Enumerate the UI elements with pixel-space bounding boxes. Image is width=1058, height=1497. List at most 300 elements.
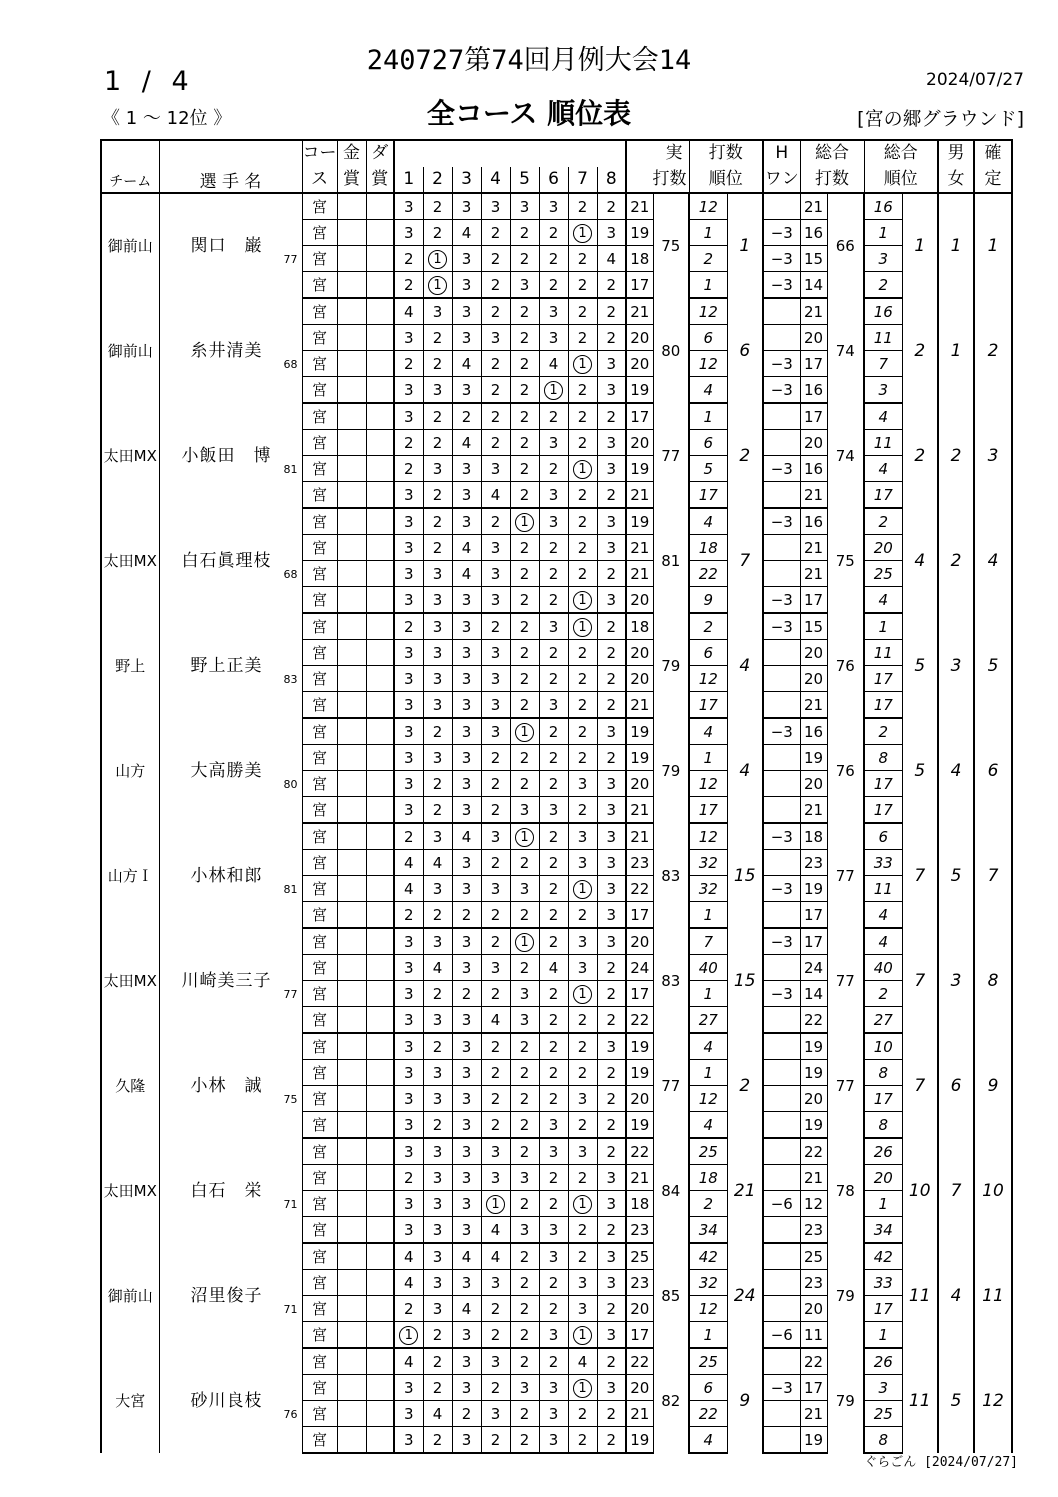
stroke-rank: 9 [727, 1348, 763, 1453]
player-age: 71 [283, 1198, 298, 1211]
gold-award-cell [337, 430, 366, 456]
table-row [101, 403, 1012, 430]
hole-score: 2 [481, 902, 510, 929]
hole-score: 3 [452, 928, 481, 955]
round-net-rank: 10 [864, 1033, 902, 1060]
hole-score: 3 [423, 1007, 452, 1034]
hole-score [568, 613, 597, 640]
hole-score: 3 [423, 745, 452, 771]
round-net-rank: 27 [864, 1007, 902, 1034]
gold-award-cell [337, 876, 366, 902]
final-rank: 11 [974, 1243, 1012, 1348]
hole-score: 2 [539, 823, 568, 850]
round-strokes: 22 [626, 1138, 653, 1165]
hole-score [568, 351, 597, 377]
da-award-cell [366, 1296, 394, 1322]
hole-score: 3 [423, 1086, 452, 1112]
total-strokes: 83 [653, 823, 689, 928]
round-net: 14 [800, 272, 827, 299]
col-actual: 実 [626, 140, 689, 167]
hole-score: 2 [568, 1243, 597, 1270]
hole-score: 3 [597, 771, 626, 797]
hole-score: 2 [394, 351, 423, 377]
round-rank: 22 [689, 561, 727, 587]
round-net-rank: 4 [864, 403, 902, 430]
gender-rank: 7 [938, 1138, 974, 1243]
round-net-rank: 11 [864, 430, 902, 456]
hole-score: 3 [423, 666, 452, 692]
hole-score: 2 [539, 1348, 568, 1375]
course-cell: 宮 [302, 692, 337, 719]
course-cell: 宮 [302, 1401, 337, 1427]
player-age: 75 [283, 1093, 298, 1106]
round-strokes: 19 [626, 1060, 653, 1086]
hole-score: 2 [597, 1138, 626, 1165]
round-net: 17 [800, 587, 827, 614]
hole-score: 2 [481, 745, 510, 771]
hole-in-one-marker: 1 [573, 1326, 592, 1345]
total-strokes: 75 [653, 193, 689, 298]
round-rank: 1 [689, 745, 727, 771]
course-cell: 宮 [302, 193, 337, 220]
hole-score: 2 [452, 403, 481, 430]
hole-score: 2 [568, 1165, 597, 1191]
round-rank: 18 [689, 535, 727, 561]
hole-score: 3 [539, 1138, 568, 1165]
round-net-rank: 26 [864, 1348, 902, 1375]
round-strokes: 21 [626, 823, 653, 850]
round-net-rank: 6 [864, 823, 902, 850]
hole-score: 2 [481, 298, 510, 325]
round-net-rank: 20 [864, 535, 902, 561]
hole-score: 3 [597, 1322, 626, 1349]
hole-score: 2 [423, 1427, 452, 1454]
player-age: 77 [283, 253, 298, 266]
round-net: 21 [800, 482, 827, 509]
round-rank: 17 [689, 482, 727, 509]
hole-score: 4 [452, 561, 481, 587]
gold-award-cell [337, 1033, 366, 1060]
round-strokes: 20 [626, 771, 653, 797]
gender-rank: 4 [938, 1243, 974, 1348]
hole-in-one-adjust [763, 1086, 800, 1112]
hole-score: 2 [510, 1296, 539, 1322]
round-net-rank: 2 [864, 981, 902, 1007]
round-net: 20 [800, 1296, 827, 1322]
player-name: 川崎美三子 77 [159, 928, 302, 1033]
round-net: 14 [800, 981, 827, 1007]
round-rank: 1 [689, 1322, 727, 1349]
hole-score: 2 [539, 587, 568, 614]
hole-score: 3 [539, 508, 568, 535]
round-net-rank: 11 [864, 640, 902, 666]
col-netrank: 総合 [864, 140, 938, 167]
round-rank: 2 [689, 246, 727, 272]
hole-score: 3 [394, 1033, 423, 1060]
gold-award-cell [337, 823, 366, 850]
course-cell: 宮 [302, 928, 337, 955]
hole-score [568, 1375, 597, 1401]
hole-score: 2 [510, 1060, 539, 1086]
net-total: 76 [827, 613, 864, 718]
hole-in-one-adjust [763, 325, 800, 351]
round-net-rank: 17 [864, 797, 902, 824]
course-cell: 宮 [302, 823, 337, 850]
round-rank: 25 [689, 1348, 727, 1375]
hole-score: 2 [539, 1165, 568, 1191]
gold-award-cell [337, 1243, 366, 1270]
round-rank: 12 [689, 771, 727, 797]
hole-score: 2 [423, 403, 452, 430]
hole-score: 2 [423, 535, 452, 561]
hole-score: 3 [539, 797, 568, 824]
hole-score: 3 [394, 928, 423, 955]
gold-award-cell [337, 640, 366, 666]
hole-score: 3 [597, 535, 626, 561]
hole-in-one-adjust: −6 [763, 1191, 800, 1217]
da-award-cell [366, 745, 394, 771]
hole-score: 2 [481, 220, 510, 246]
hole-score: 2 [539, 1007, 568, 1034]
round-strokes: 19 [626, 745, 653, 771]
round-net-rank: 42 [864, 1243, 902, 1270]
round-net: 23 [800, 850, 827, 876]
hole-score: 3 [510, 1007, 539, 1034]
da-award-cell [366, 692, 394, 719]
player-age: 68 [283, 568, 298, 581]
round-rank: 34 [689, 1217, 727, 1244]
round-strokes: 21 [626, 535, 653, 561]
hole-score [423, 272, 452, 299]
hole-score: 2 [394, 1296, 423, 1322]
hole-score: 2 [568, 193, 597, 220]
round-strokes: 21 [626, 1165, 653, 1191]
hole-in-one-adjust: −3 [763, 508, 800, 535]
gold-award-cell [337, 1138, 366, 1165]
team-name: 久隆 [101, 1033, 159, 1138]
hole-score: 2 [597, 561, 626, 587]
hole-score: 3 [394, 640, 423, 666]
course-cell: 宮 [302, 1033, 337, 1060]
gold-award-cell [337, 1217, 366, 1244]
da-award-cell [366, 1217, 394, 1244]
hole-in-one-adjust [763, 1138, 800, 1165]
overall-rank: 11 [902, 1348, 938, 1453]
player-name: 砂川良枝 76 [159, 1348, 302, 1453]
da-award-cell [366, 1165, 394, 1191]
round-strokes: 17 [626, 1322, 653, 1349]
round-net-rank: 16 [864, 193, 902, 220]
round-strokes: 21 [626, 797, 653, 824]
gender-rank: 5 [938, 823, 974, 928]
round-rank: 2 [689, 613, 727, 640]
round-rank: 32 [689, 1270, 727, 1296]
hole-in-one-adjust [763, 298, 800, 325]
hole-score: 2 [423, 981, 452, 1007]
hole-score: 2 [481, 981, 510, 1007]
hole-score: 3 [452, 771, 481, 797]
hole-in-one-adjust [763, 561, 800, 587]
da-award-cell [366, 1033, 394, 1060]
hole-score: 2 [510, 1033, 539, 1060]
hole-in-one-adjust [763, 640, 800, 666]
net-total: 66 [827, 193, 864, 298]
player-name: 小林 誠 75 [159, 1033, 302, 1138]
hole-score: 3 [568, 955, 597, 981]
hole-score: 2 [539, 640, 568, 666]
gold-award-cell [337, 666, 366, 692]
hole-score: 2 [510, 351, 539, 377]
hole-score: 3 [423, 692, 452, 719]
round-strokes: 17 [626, 403, 653, 430]
hole-score: 3 [452, 508, 481, 535]
gold-award-cell [337, 928, 366, 955]
gold-award-cell [337, 535, 366, 561]
hole-score: 2 [539, 1296, 568, 1322]
hole-in-one-adjust [763, 1401, 800, 1427]
gold-award-cell [337, 272, 366, 299]
course-cell: 宮 [302, 325, 337, 351]
hole-score: 2 [539, 1191, 568, 1217]
player-name: 白石眞理枝 68 [159, 508, 302, 613]
round-strokes: 21 [626, 482, 653, 509]
round-net: 21 [800, 298, 827, 325]
hole-score: 3 [452, 1138, 481, 1165]
hole-score: 3 [394, 193, 423, 220]
hole-score: 2 [423, 771, 452, 797]
hole-score: 2 [452, 902, 481, 929]
hole-score: 3 [481, 692, 510, 719]
hole-score: 2 [539, 272, 568, 299]
gender-rank: 4 [938, 718, 974, 823]
final-rank: 10 [974, 1138, 1012, 1243]
hole-score: 3 [597, 1375, 626, 1401]
hole-score: 3 [510, 981, 539, 1007]
round-rank: 5 [689, 456, 727, 482]
hole-score: 3 [568, 1296, 597, 1322]
hole-score [481, 1191, 510, 1217]
gold-award-cell [337, 955, 366, 981]
round-net-rank: 17 [864, 666, 902, 692]
round-net: 19 [800, 1033, 827, 1060]
round-net: 21 [800, 797, 827, 824]
hole-score: 2 [423, 351, 452, 377]
round-net: 17 [800, 1375, 827, 1401]
hole-in-one-adjust: −3 [763, 246, 800, 272]
hole-score: 3 [394, 955, 423, 981]
round-net: 21 [800, 692, 827, 719]
hole-score: 2 [510, 666, 539, 692]
hole-score: 2 [510, 430, 539, 456]
round-net: 23 [800, 1217, 827, 1244]
overall-rank: 11 [902, 1243, 938, 1348]
round-strokes: 20 [626, 1375, 653, 1401]
da-award-cell [366, 955, 394, 981]
hole-score: 4 [539, 955, 568, 981]
total-strokes: 77 [653, 1033, 689, 1138]
round-net-rank: 17 [864, 1086, 902, 1112]
overall-rank: 4 [902, 508, 938, 613]
hole-score: 4 [452, 351, 481, 377]
hole-score: 4 [452, 1243, 481, 1270]
total-strokes: 81 [653, 508, 689, 613]
hole-score: 3 [597, 928, 626, 955]
hole-in-one-adjust [763, 666, 800, 692]
hole-score [539, 377, 568, 404]
hole-in-one-marker: 1 [515, 513, 534, 532]
hole-score: 2 [510, 220, 539, 246]
hole-score: 2 [510, 298, 539, 325]
hole-score: 2 [568, 718, 597, 745]
round-net-rank: 4 [864, 456, 902, 482]
hole-score: 3 [394, 403, 423, 430]
hole-score: 3 [539, 692, 568, 719]
hole-score: 2 [481, 1060, 510, 1086]
round-net: 23 [800, 1270, 827, 1296]
round-rank: 17 [689, 797, 727, 824]
team-name: 御前山 [101, 298, 159, 403]
hole-score: 3 [394, 1217, 423, 1244]
round-strokes: 20 [626, 587, 653, 614]
hole-score [568, 456, 597, 482]
hole-score: 2 [597, 325, 626, 351]
hole-score: 3 [394, 1112, 423, 1139]
round-rank: 32 [689, 850, 727, 876]
hole-score: 2 [539, 718, 568, 745]
col-team: チーム [101, 167, 159, 194]
round-net-rank: 20 [864, 1165, 902, 1191]
table-row [101, 1138, 1012, 1165]
player-age: 81 [283, 463, 298, 476]
course-cell: 宮 [302, 1060, 337, 1086]
gold-award-cell [337, 1401, 366, 1427]
player-age: 81 [283, 883, 298, 896]
da-award-cell [366, 1427, 394, 1454]
hole-score: 3 [394, 535, 423, 561]
stroke-rank: 1 [727, 193, 763, 298]
player-age: 71 [283, 1303, 298, 1316]
da-award-cell [366, 1086, 394, 1112]
hole-score: 4 [452, 823, 481, 850]
hole-score: 2 [510, 1138, 539, 1165]
hole-score: 2 [539, 456, 568, 482]
hole-score: 3 [423, 456, 452, 482]
hole-in-one-adjust [763, 535, 800, 561]
da-award-cell [366, 823, 394, 850]
hole-score: 3 [481, 1138, 510, 1165]
hole-score: 2 [568, 430, 597, 456]
da-award-cell [366, 325, 394, 351]
hole-score: 2 [423, 220, 452, 246]
hole-score: 4 [481, 1217, 510, 1244]
hole-score: 3 [597, 1033, 626, 1060]
hole-score: 3 [539, 613, 568, 640]
hole-score: 2 [539, 666, 568, 692]
round-rank: 12 [689, 1296, 727, 1322]
round-net: 19 [800, 876, 827, 902]
player-name: 白石 栄 71 [159, 1138, 302, 1243]
round-strokes: 18 [626, 613, 653, 640]
round-strokes: 25 [626, 1243, 653, 1270]
hole-score: 3 [423, 928, 452, 955]
da-award-cell [366, 1138, 394, 1165]
hole-score: 3 [394, 771, 423, 797]
round-net: 22 [800, 1007, 827, 1034]
hole-score: 3 [539, 1375, 568, 1401]
round-strokes: 23 [626, 1217, 653, 1244]
col-player: 選 手 名 [159, 167, 302, 194]
hole-score: 3 [481, 587, 510, 614]
stroke-rank: 24 [727, 1243, 763, 1348]
da-award-cell [366, 771, 394, 797]
hole-in-one-adjust [763, 1243, 800, 1270]
hole-in-one-adjust: −3 [763, 351, 800, 377]
hole-score: 2 [597, 981, 626, 1007]
hole-in-one-adjust: −3 [763, 718, 800, 745]
round-net-rank: 3 [864, 1375, 902, 1401]
gold-award-cell [337, 456, 366, 482]
hole-score: 2 [568, 797, 597, 824]
final-rank: 5 [974, 613, 1012, 718]
hole-score: 3 [394, 561, 423, 587]
course-cell: 宮 [302, 718, 337, 745]
overall-rank: 5 [902, 718, 938, 823]
round-strokes: 21 [626, 692, 653, 719]
hole-in-one-adjust [763, 1296, 800, 1322]
round-rank: 6 [689, 325, 727, 351]
hole-score: 2 [597, 692, 626, 719]
round-net: 17 [800, 928, 827, 955]
course-cell: 宮 [302, 666, 337, 692]
overall-rank: 7 [902, 928, 938, 1033]
team-name: 太田MX [101, 508, 159, 613]
table-row [101, 1033, 1012, 1060]
hole-score: 2 [568, 535, 597, 561]
round-net-rank: 11 [864, 876, 902, 902]
standings-table [100, 139, 1013, 1454]
hole-in-one-marker: 1 [428, 250, 447, 269]
da-award-cell [366, 640, 394, 666]
hole-score: 2 [423, 193, 452, 220]
net-total: 78 [827, 1138, 864, 1243]
da-award-cell [366, 1375, 394, 1401]
hole-score: 2 [481, 272, 510, 299]
hole-score: 3 [597, 902, 626, 929]
round-net: 12 [800, 1191, 827, 1217]
gold-award-cell [337, 1427, 366, 1454]
hole-in-one-adjust: −3 [763, 587, 800, 614]
da-award-cell [366, 1270, 394, 1296]
team-name: 野上 [101, 613, 159, 718]
gold-award-cell [337, 1007, 366, 1034]
player-name: 関口 巌 77 [159, 193, 302, 298]
team-name: 山方Ｉ [101, 823, 159, 928]
round-strokes: 20 [626, 1296, 653, 1322]
hole-score: 3 [394, 1427, 423, 1454]
da-award-cell [366, 1007, 394, 1034]
round-strokes: 21 [626, 561, 653, 587]
table-row [101, 298, 1012, 325]
hole-score: 3 [452, 246, 481, 272]
round-net-rank: 3 [864, 246, 902, 272]
hole-score: 4 [452, 1296, 481, 1322]
hole-score: 2 [597, 1296, 626, 1322]
player-age: 80 [283, 778, 298, 791]
round-rank: 4 [689, 377, 727, 404]
hole-score: 3 [452, 718, 481, 745]
gold-award-cell [337, 771, 366, 797]
hole-score: 3 [597, 508, 626, 535]
